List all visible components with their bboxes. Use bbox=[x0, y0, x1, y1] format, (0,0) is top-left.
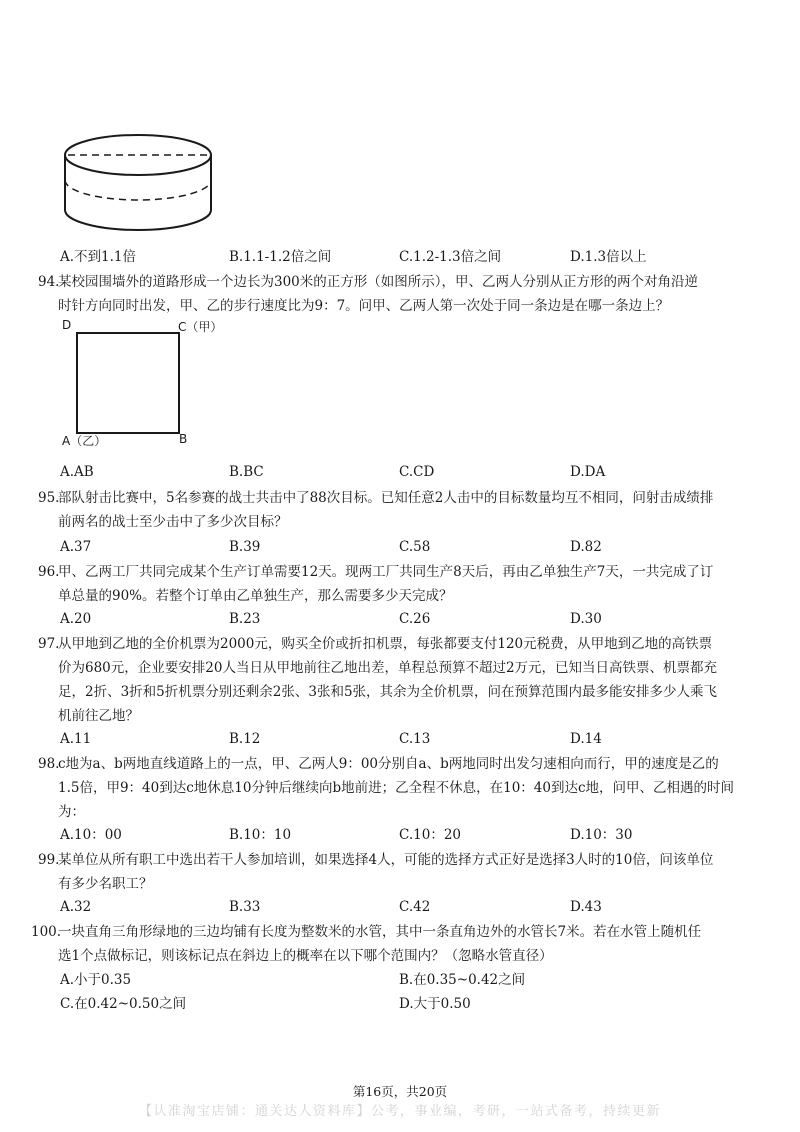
q96-option-b: B.23 bbox=[229, 611, 261, 627]
q95-option-b: B.39 bbox=[229, 539, 261, 555]
square-figure bbox=[76, 332, 182, 436]
q99-option-a: A.32 bbox=[60, 899, 92, 915]
q98-line-3: 为： bbox=[58, 804, 85, 820]
q98-option-a: A.10：00 bbox=[60, 827, 122, 843]
q99-number: 99. bbox=[38, 852, 60, 868]
q93-option-a: A.不到1.1倍 bbox=[60, 249, 137, 265]
q100-line-2: 选1个点做标记，则该标记点在斜边上的概率在以下哪个范围内？（忽略水管直径） bbox=[58, 948, 553, 964]
q100-option-b: B.在0.35~0.42之间 bbox=[399, 972, 526, 988]
q96-line-2: 单总量的90%。若整个订单由乙单独生产，那么需要多少天完成？ bbox=[58, 588, 453, 604]
q96-option-d: D.30 bbox=[570, 611, 602, 627]
q97-line-1: 从甲地到乙地的全价机票为2000元，购买全价或折扣机票，每张都要支付120元税费，从甲地到乙地的高铁票 bbox=[58, 636, 713, 652]
square-label-c: C（甲） bbox=[178, 320, 223, 334]
q93-option-c: C.1.2-1.3倍之间 bbox=[399, 249, 502, 265]
q95-number: 95. bbox=[38, 490, 60, 506]
q99-line-2: 有多少名职工？ bbox=[58, 876, 153, 892]
q99-option-b: B.33 bbox=[229, 899, 261, 915]
square-label-d: D bbox=[62, 318, 72, 332]
q94-option-b: B.BC bbox=[229, 464, 264, 480]
q98-option-c: C.10：20 bbox=[399, 827, 461, 843]
q99-option-d: D.43 bbox=[570, 899, 602, 915]
q94-line-2: 时针方向同时出发，甲、乙的步行速度比为9：7。问甲、乙两人第一次处于同一条边是在哪一条边上？ bbox=[58, 298, 670, 314]
page-number: 第16页，共20页 bbox=[352, 1084, 448, 1099]
q100-number: 100. bbox=[31, 924, 62, 940]
q97-option-b: B.12 bbox=[229, 731, 261, 747]
q96-option-a: A.20 bbox=[60, 611, 92, 627]
q95-line-1: 部队射击比赛中，5名参赛的战士共击中了88次目标。已知任意2人击中的目标数量均互不相同，问射击成绩排 bbox=[58, 490, 714, 506]
q100-option-a: A.小于0.35 bbox=[60, 972, 132, 988]
q97-option-a: A.11 bbox=[60, 731, 92, 747]
q98-line-2: 1.5倍，甲9：40到达c地休息10分钟后继续向b地前进；乙全程不休息，在10：40到达c地，问甲、乙相遇的时间 bbox=[58, 780, 735, 796]
q95-option-d: D.82 bbox=[570, 539, 602, 555]
cylinder-figure bbox=[60, 125, 220, 240]
q97-line-2: 价为680元，企业要安排20人当日从甲地前往乙地出差，单程总预算不超过2万元，已知当日高铁票、机票都充 bbox=[58, 660, 718, 676]
q99-line-1: 某单位从所有职工中选出若干人参加培训，如果选择4人，可能的选择方式正好是选择3人时的10倍，问该单位 bbox=[58, 852, 714, 868]
q100-line-1: 一块直角三角形绿地的三边均铺有长度为整数米的水管，其中一条直角边外的水管长7米。若在水管上随机任 bbox=[58, 924, 702, 940]
q98-line-1: c地为a、b两地直线道路上的一点，甲、乙两人9：00分别自a、b两地同时出发匀速相向而行，甲的速度是乙的 bbox=[58, 756, 719, 772]
q95-line-2: 前两名的战士至少击中了多少次目标？ bbox=[58, 514, 288, 530]
q93-option-b: B.1.1-1.2倍之间 bbox=[229, 249, 332, 265]
q94-option-d: D.DA bbox=[570, 464, 606, 480]
q97-option-d: D.14 bbox=[570, 731, 602, 747]
q97-number: 97. bbox=[38, 636, 60, 652]
q99-option-c: C.42 bbox=[399, 899, 431, 915]
q98-option-b: B.10：10 bbox=[229, 827, 292, 843]
q94-number: 94. bbox=[38, 274, 60, 290]
q94-option-a: A.AB bbox=[60, 464, 94, 480]
q96-number: 96. bbox=[38, 564, 60, 580]
q97-line-3: 足，2折、3折和5折机票分别还剩余2张、3张和5张，其余为全价机票，问在预算范围内最多能安排多少人乘飞 bbox=[58, 684, 718, 700]
q96-line-1: 甲、乙两工厂共同完成某个生产订单需要12天。现两工厂共同生产8天后，再由乙单独生产7天，一共完成了订 bbox=[58, 564, 714, 580]
q100-option-d: D.大于0.50 bbox=[399, 996, 471, 1012]
q98-number: 98. bbox=[38, 756, 60, 772]
q98-option-d: D.10：30 bbox=[570, 827, 633, 843]
q97-option-c: C.13 bbox=[399, 731, 431, 747]
q94-line-1: 某校园围墙外的道路形成一个边长为300米的正方形（如图所示），甲、乙两人分别从正方形的两个对角沿逆 bbox=[58, 274, 699, 290]
watermark-text: 【认准淘宝店铺：通关达人资料库】公考，事业编，考研，一站式备考，持续更新 bbox=[138, 1104, 661, 1119]
square-label-a: A（乙） bbox=[62, 434, 107, 448]
q94-option-c: C.CD bbox=[399, 464, 435, 480]
q97-line-4: 机前往乙地？ bbox=[58, 708, 139, 724]
q100-option-c: C.在0.42~0.50之间 bbox=[60, 996, 187, 1012]
q93-option-d: D.1.3倍以上 bbox=[570, 249, 647, 265]
q95-option-a: A.37 bbox=[60, 539, 92, 555]
q96-option-c: C.26 bbox=[399, 611, 431, 627]
q95-option-c: C.58 bbox=[399, 539, 431, 555]
square-label-b: B bbox=[179, 432, 188, 446]
